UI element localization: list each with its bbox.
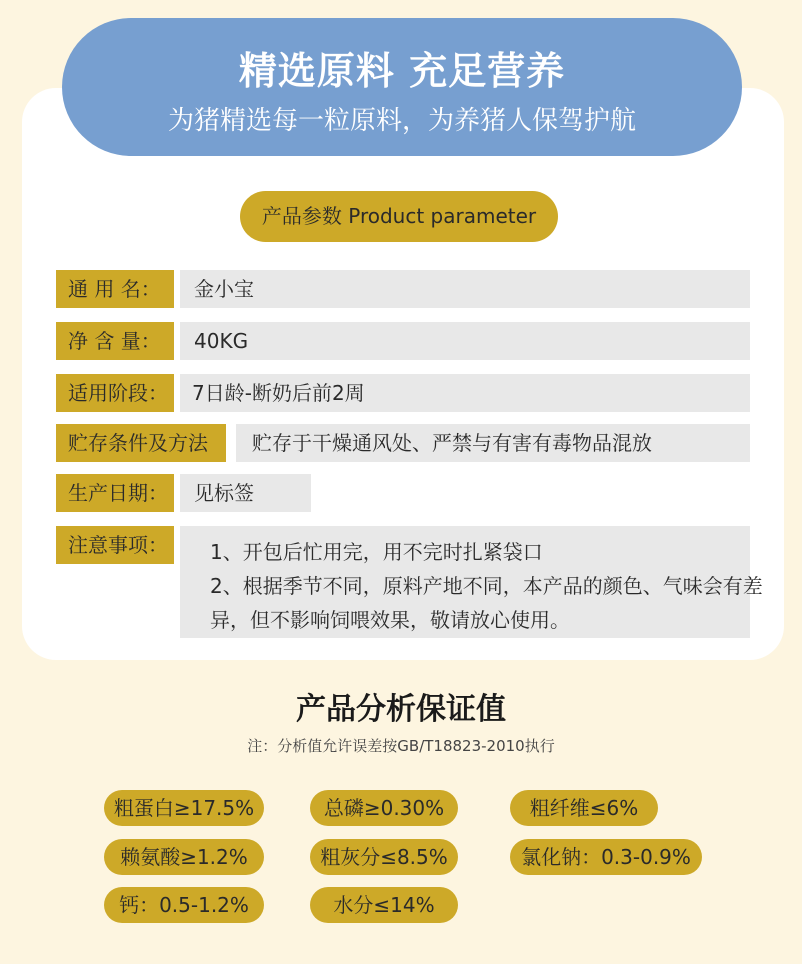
- note-line-2: 2、根据季节不同，原料产地不同，本产品的颜色、气味会有差: [210, 574, 763, 598]
- analysis-chip-sodium-chloride: 氯化钠：0.3-0.9%: [510, 839, 702, 875]
- header-subtitle: 为猪精选每一粒原料，为养猪人保驾护航: [167, 106, 636, 136]
- net-content-label: 净 含 量：: [56, 322, 174, 360]
- header-banner: [62, 18, 742, 156]
- analysis-chip-crude-fiber: 粗纤维≤6%: [510, 790, 658, 826]
- note-line-3: 异，但不影响饲喂效果，敬请放心使用。: [210, 608, 570, 632]
- name-label: 通 用 名：: [56, 270, 174, 308]
- storage-value: 贮存于干燥通风处、严禁与有害有毒物品混放: [236, 424, 750, 462]
- notes-box: [180, 526, 763, 638]
- net-content-value: 40KG: [180, 322, 750, 360]
- analysis-chip-crude-ash: 粗灰分≤8.5%: [310, 839, 458, 875]
- production-date-value: 见标签: [180, 474, 311, 512]
- analysis-chip-lysine: 赖氨酸≥1.2%: [104, 839, 264, 875]
- stage-label: 适用阶段：: [56, 374, 174, 412]
- analysis-chip-calcium: 钙：0.5-1.2%: [104, 887, 264, 923]
- analysis-chip-crude-protein: 粗蛋白≥17.5%: [104, 790, 264, 826]
- header-title: 精选原料 充足营养: [238, 49, 566, 93]
- analysis-title: 产品分析保证值: [296, 692, 506, 727]
- note-line-1: 1、开包后忙用完，用不完时扎紧袋口: [210, 540, 543, 564]
- production-date-label: 生产日期：: [56, 474, 174, 512]
- product-parameter-badge: 产品参数 Product parameter: [240, 191, 558, 242]
- storage-label: 贮存条件及方法: [56, 424, 226, 462]
- name-value: 金小宝: [180, 270, 750, 308]
- notes-label: 注意事项：: [56, 526, 174, 564]
- analysis-chip-total-phosphorus: 总磷≥0.30%: [310, 790, 458, 826]
- analysis-note: 注：分析值允许误差按GB/T18823-2010执行: [247, 737, 555, 755]
- stage-value: 7日龄-断奶后前2周: [180, 374, 750, 412]
- analysis-chip-moisture: 水分≤14%: [310, 887, 458, 923]
